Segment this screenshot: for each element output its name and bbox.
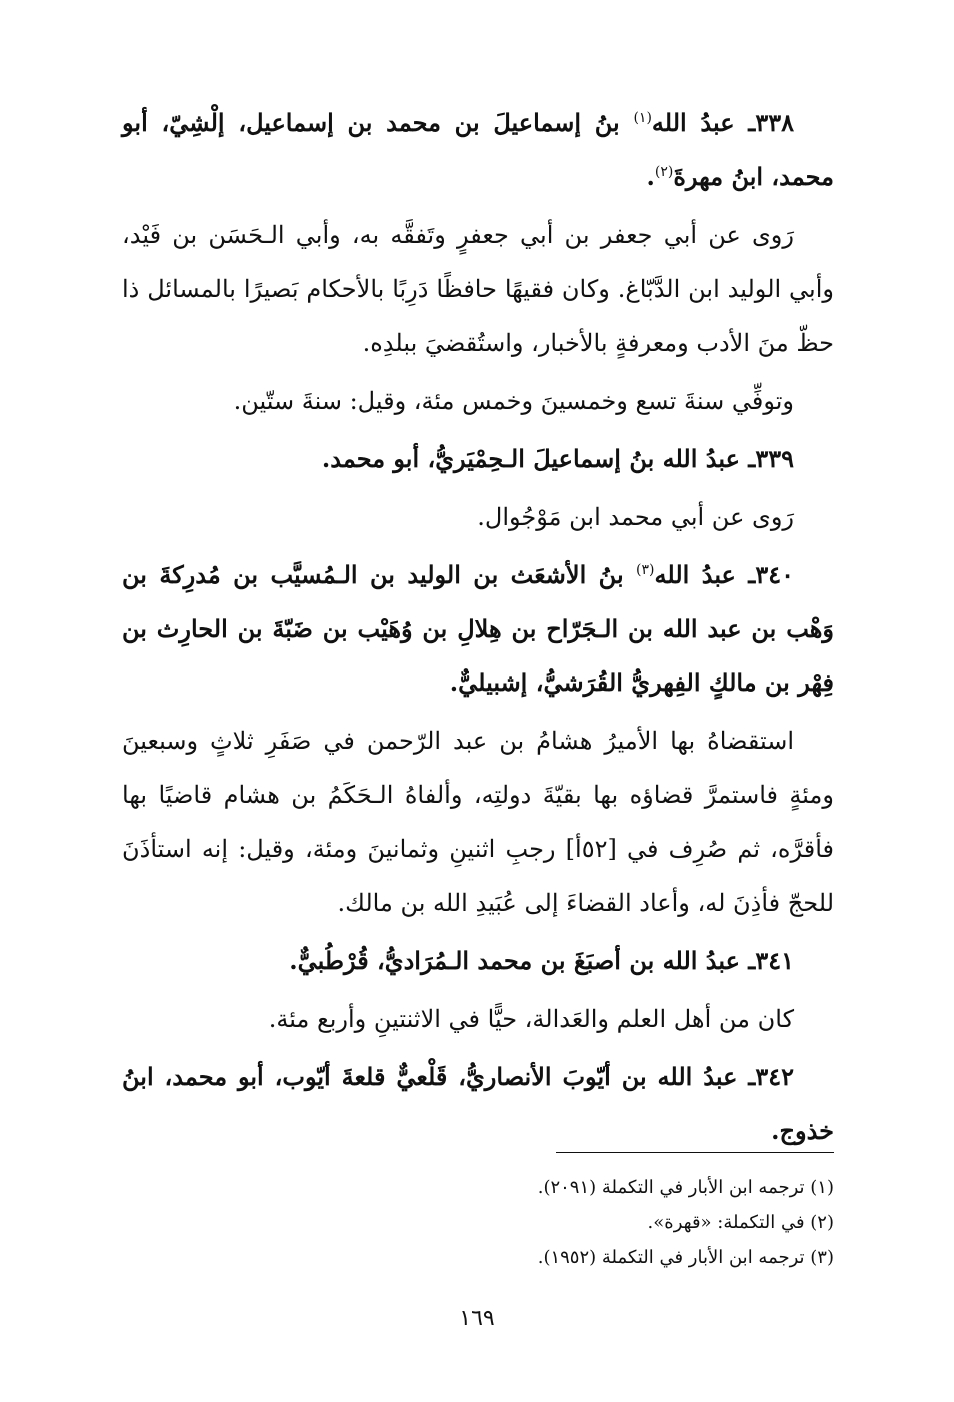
entry-339-heading: ٣٣٩ـ عبدُ الله بنُ إسماعيلَ الـحِمْيَريُّ، أبو محمد. <box>321 444 794 473</box>
entry-338-paragraph-2: وتوفِّي سنةَ تسع وخمسينَ وخمس مئة، وقيل: سنةَ ستّين. <box>233 387 794 415</box>
entry-339-paragraph-1: رَوى عن أبي محمد ابن مَوْجُوال. <box>477 503 794 531</box>
entry-338-paragraph-1: رَوى عن أبي جعفر بن أبي جعفرٍ وتَفقَّه به، وأبي الـحَسَن بن فَيْد، وأبي الوليد ابن الدَّبّاغ. وكان فقيهًا حافظًا دَرِبًا بالأحكام بَصيرًا بالمسائل ذا حظّ منَ الأدب ومعرفةٍ بالأخبار، واستُقضيَ ببلدِه. <box>122 221 834 357</box>
main-text <box>122 96 834 1158</box>
footnote-ref-3: (٣) <box>636 562 655 578</box>
entry-341-heading: ٣٤١ـ عبدُ الله بن أصبَغَ بن محمد الـمُرَاديُّ، قُرْطُبيٌّ. <box>289 946 794 975</box>
entry-340-heading-post: بنُ الأشعَث بن الوليد بن الـمُسيَّب بن مُدرِكةَ بن وَهْب بن عبد الله بن الـجَرّاح بن هِلالِ بن وُهَيْب بن ضَبّةَ بن الحارِث بن فِهْر بن مالكٍ الفِهريُّ القُرَشيُّ، إشبيليٌّ. <box>122 560 834 697</box>
footnotes <box>122 1170 834 1275</box>
footnote-1: (١) ترجمه ابن الأبار في التكملة (٢٠٩١). <box>537 1177 834 1198</box>
footnote-2: (٢) في التكملة: «قهرة». <box>647 1212 834 1233</box>
entry-338-heading-pre: ٣٣٨ـ عبدُ الله <box>651 108 794 137</box>
entry-340-heading-pre: ٣٤٠ـ عبدُ الله <box>654 560 794 589</box>
entry-340-paragraph-1: استقضاهُ بها الأميرُ هشامُ بن عبد الرّحمن في صَفَرِ ثلاثٍ وسبعينَ ومئةٍ فاستمرَّ قضاؤه بها بقيّةَ دولتِه، وألفاهُ الـحَكَمُ بن هشام قاضيًا بها فأقرَّه، ثم صُرِف في [٥٢أ] رجبِ اثنينِ وثمانينَ ومئة، وقيل: إنه استأذَنَ للحجّ فأذِنَ له، وأعاد القضاءَ إلى عُبَيدِ الله بن مالك. <box>122 727 835 917</box>
footnote-ref-1: (١) <box>633 110 652 126</box>
entry-338-heading <box>122 96 834 204</box>
footnote-separator <box>556 1152 834 1153</box>
entry-338-heading-mid: بنُ إسماعيلَ بن محمد بن إسماعيل، إلْشِيّ، أبو محمد، ابنُ مهرةَ <box>122 108 834 191</box>
page-number: ١٦٩ <box>459 1306 495 1331</box>
entry-338-heading-post: . <box>646 162 655 191</box>
entry-340-heading <box>122 548 834 710</box>
entry-342-heading: ٣٤٢ـ عبدُ الله بن أيّوبَ الأنصاريُّ، قَلْعيٌّ قلعةَ أيّوب، أبو محمد، ابنُ خذوج. <box>122 1062 834 1145</box>
entry-341-paragraph-1: كان من أهل العلم والعَدالة، حيًّا في الاثنتينِ وأربع مئة. <box>268 1005 794 1033</box>
footnote-3: (٣) ترجمه ابن الأبار في التكملة (١٩٥٢). <box>537 1247 834 1268</box>
footnote-ref-2: (٢) <box>654 164 674 180</box>
